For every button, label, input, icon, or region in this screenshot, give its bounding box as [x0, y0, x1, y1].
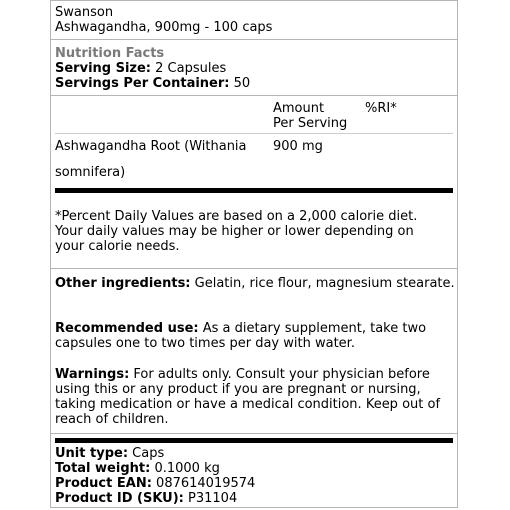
product-sku: [55, 491, 237, 506]
divider: [51, 39, 457, 40]
serving-size-label: Serving Size:: [55, 61, 152, 76]
other-ingredients: [55, 276, 455, 291]
divider: [51, 433, 457, 434]
unit-type-value: Caps: [132, 446, 165, 461]
warnings-text: For adults only. Consult your physician before using this or any product if you are pregnant or nursing, taking medication or have a medical condition. Keep out of reach of children.: [55, 367, 441, 427]
warnings-label: Warnings:: [55, 367, 130, 382]
divider: [51, 95, 457, 96]
warnings: [55, 367, 455, 427]
servings-per-container-label: Servings Per Container:: [55, 76, 230, 91]
brand-name: Swanson: [55, 5, 114, 20]
product-ean: [55, 476, 255, 491]
thick-divider: [55, 438, 453, 443]
ingredient-amount: 900 mg: [273, 139, 323, 154]
product-sku-value: P31104: [188, 491, 238, 506]
product-ean-label: Product EAN:: [55, 476, 152, 491]
footnote-line3: your calorie needs.: [55, 239, 180, 254]
recommended-use: [55, 321, 455, 351]
total-weight-label: Total weight:: [55, 461, 151, 476]
thick-divider: [55, 188, 453, 193]
unit-type-label: Unit type:: [55, 446, 129, 461]
recommended-use-text: As a dietary supplement, take two capsules one to two times per day with water.: [55, 321, 427, 351]
serving-size-value: 2 Capsules: [155, 61, 227, 76]
servings-per-container: [55, 76, 250, 91]
amount-column-header: [273, 101, 347, 131]
serving-size: [55, 61, 226, 76]
unit-type: [55, 446, 164, 461]
amount-header-line2: Per Serving: [273, 116, 348, 131]
recommended-use-label: Recommended use:: [55, 321, 199, 336]
product-name: Ashwagandha, 900mg - 100 caps: [55, 20, 273, 35]
ingredient-name-line1: Ashwagandha Root (Withania: [55, 139, 247, 154]
supplement-facts-label: [50, 0, 458, 508]
divider: [51, 268, 457, 269]
other-ingredients-label: Other ingredients:: [55, 276, 191, 291]
table-header-divider: [55, 133, 453, 134]
servings-per-container-value: 50: [233, 76, 251, 91]
total-weight: [55, 461, 220, 476]
ingredient-name-line2: somnifera): [55, 165, 126, 180]
product-ean-value: 087614019574: [156, 476, 256, 491]
product-sku-label: Product ID (SKU):: [55, 491, 184, 506]
total-weight-value: 0.1000 kg: [154, 461, 220, 476]
facts-title: Nutrition Facts: [55, 46, 165, 61]
footnote-line2: Your daily values may be higher or lower depending on: [55, 224, 414, 239]
other-ingredients-text: Gelatin, rice flour, magnesium stearate.: [194, 276, 455, 291]
ri-column-header: %RI*: [365, 101, 397, 116]
footnote-line1: *Percent Daily Values are based on a 2,000 calorie diet.: [55, 209, 418, 224]
amount-header-line1: Amount: [273, 101, 325, 116]
